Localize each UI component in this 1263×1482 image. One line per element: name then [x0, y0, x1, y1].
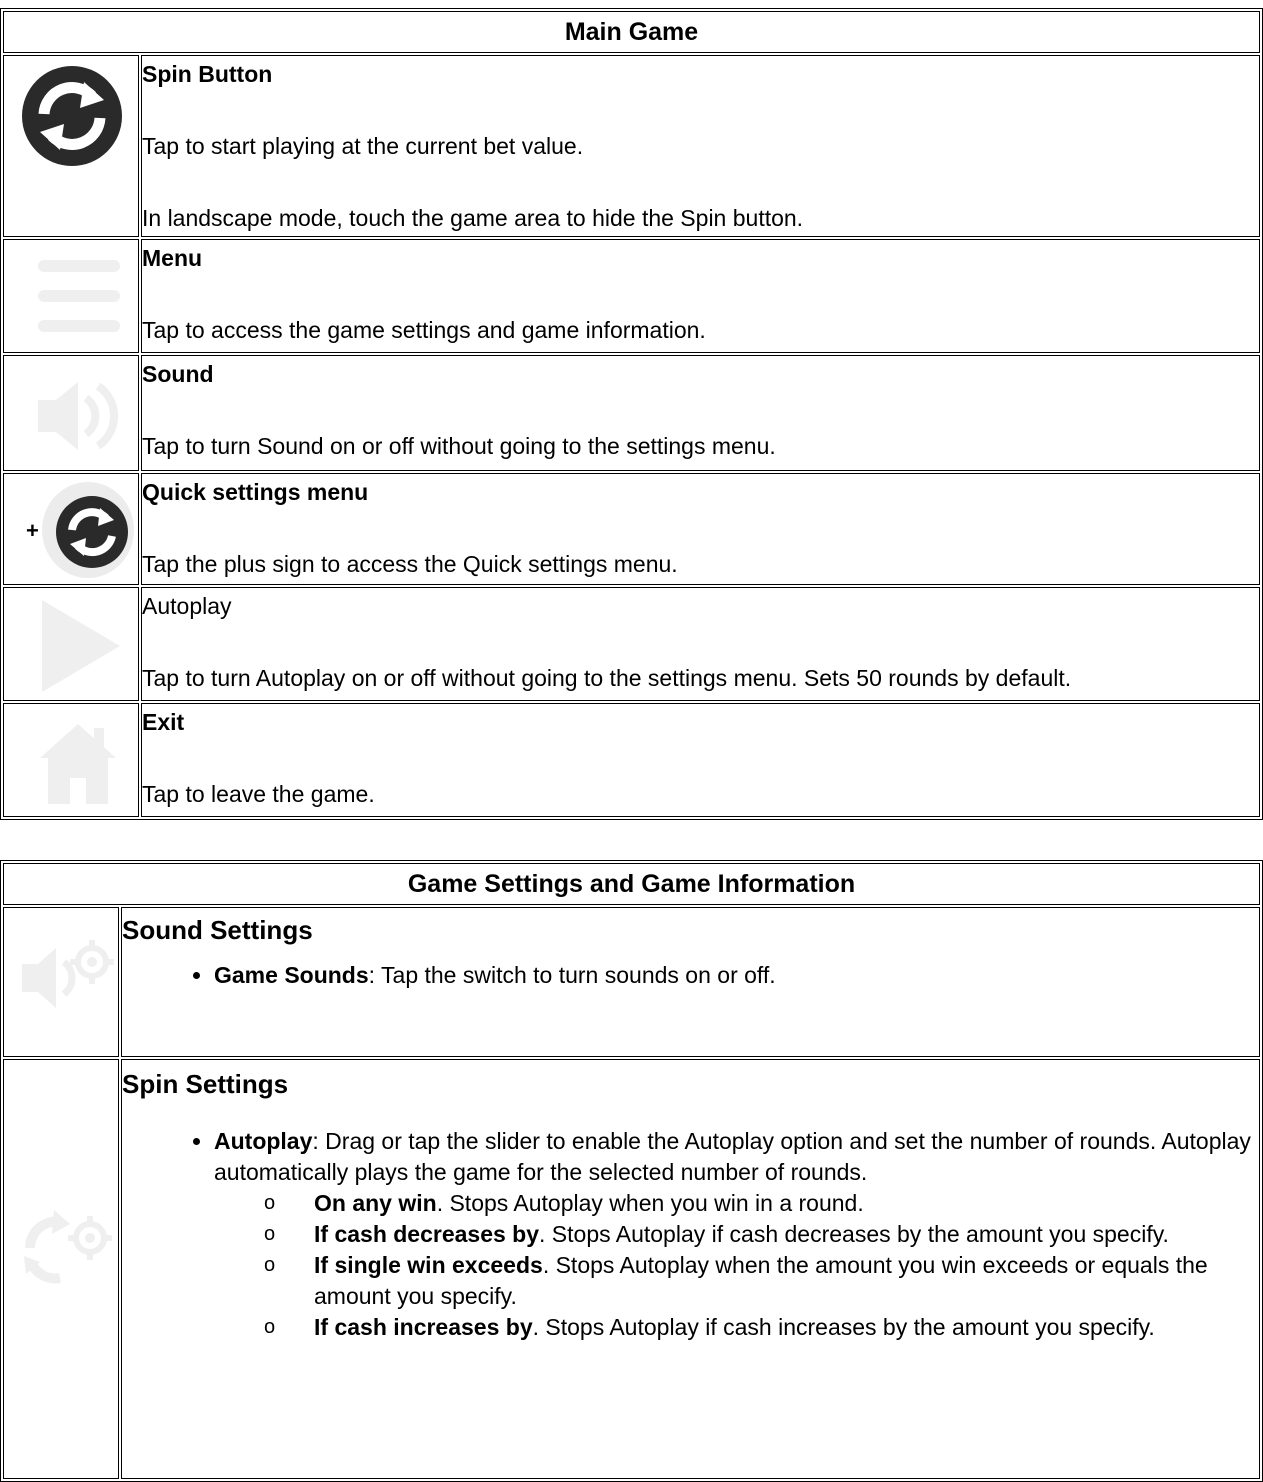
row-title: Autoplay — [142, 593, 232, 619]
bullet-list — [122, 1126, 1259, 1343]
bullet-term: Autoplay — [214, 1128, 313, 1154]
icon-cell — [3, 907, 119, 1057]
row-title: Spin Button — [142, 61, 273, 87]
section-title: Spin Settings — [122, 1069, 289, 1099]
game-settings-table — [0, 860, 1263, 1482]
description-cell — [121, 1059, 1260, 1479]
icon-cell — [3, 355, 139, 471]
row-text: In landscape mode, touch the game area to hide the Spin button. — [142, 205, 804, 231]
row-text: Tap the plus sign to access the Quick settings menu. — [142, 551, 678, 577]
sub-item-text: . Stops Autoplay when you win in a round. — [436, 1190, 864, 1216]
table-row — [3, 907, 1260, 1057]
row-text: Tap to access the game settings and game information. — [142, 317, 706, 343]
sub-item-term: If cash decreases by — [314, 1221, 540, 1247]
description-cell — [141, 473, 1260, 585]
table-row — [3, 703, 1260, 817]
game-settings-header: Game Settings and Game Information — [3, 863, 1260, 905]
icon-cell — [3, 55, 139, 237]
sub-list-item — [314, 1250, 1259, 1312]
main-game-header: Main Game — [3, 11, 1260, 53]
main-game-table — [0, 8, 1263, 820]
sub-item-term: On any win — [314, 1190, 437, 1216]
bullet-text: : Drag or tap the slider to enable the Autoplay option and set the number of rounds. Autoplay automatically plays the game for the selected number of rounds. — [214, 1128, 1251, 1185]
icon-cell — [3, 1059, 119, 1479]
description-cell — [141, 239, 1260, 353]
sub-item-term: If single win exceeds — [314, 1252, 543, 1278]
quick-settings-icon — [8, 480, 138, 580]
spin-settings-icon — [20, 1204, 116, 1294]
sub-list — [214, 1188, 1259, 1343]
menu-icon — [38, 256, 120, 336]
sub-list-item — [314, 1188, 1259, 1219]
row-title: Exit — [142, 709, 185, 735]
description-cell — [121, 907, 1260, 1057]
row-text: Tap to leave the game. — [142, 781, 375, 807]
icon-cell — [3, 239, 139, 353]
description-cell — [141, 355, 1260, 471]
sound-settings-icon — [20, 932, 116, 1022]
sub-list-item — [314, 1219, 1259, 1250]
sound-icon — [34, 376, 124, 456]
section-title: Sound Settings — [122, 915, 313, 945]
table-row — [3, 473, 1260, 585]
bullet-list — [122, 960, 1259, 991]
row-text: Tap to turn Sound on or off without going to the settings menu. — [142, 433, 776, 459]
sub-list-item — [314, 1312, 1259, 1343]
row-title: Sound — [142, 361, 214, 387]
sub-item-text: . Stops Autoplay when the amount you win exceeds or equals the amount you specify. — [314, 1252, 1208, 1309]
spin-icon — [20, 64, 124, 168]
icon-cell — [3, 587, 139, 701]
svg-text:+: + — [26, 518, 39, 543]
sub-item-text: . Stops Autoplay if cash increases by the amount you specify. — [532, 1314, 1155, 1340]
table-row — [3, 355, 1260, 471]
icon-cell — [3, 703, 139, 817]
row-title: Menu — [142, 245, 203, 271]
autoplay-icon — [40, 598, 122, 694]
table-row — [3, 55, 1260, 237]
table-row — [3, 239, 1260, 353]
description-cell — [141, 703, 1260, 817]
list-item — [214, 960, 1259, 991]
description-cell — [141, 55, 1260, 237]
sub-item-text: . Stops Autoplay if cash decreases by the amount you specify. — [539, 1221, 1169, 1247]
bullet-term: Game Sounds — [214, 962, 369, 988]
table-row — [3, 1059, 1260, 1479]
row-text: Tap to turn Autoplay on or off without going to the settings menu. Sets 50 rounds by default. — [142, 665, 1072, 691]
icon-cell — [3, 473, 139, 585]
table-row — [3, 587, 1260, 701]
row-title: Quick settings menu — [142, 479, 369, 505]
sub-item-term: If cash increases by — [314, 1314, 533, 1340]
bullet-text: : Tap the switch to turn sounds on or off. — [368, 962, 776, 988]
description-cell — [141, 587, 1260, 701]
list-item — [214, 1126, 1259, 1343]
row-text: Tap to start playing at the current bet value. — [142, 133, 584, 159]
home-icon — [38, 722, 118, 806]
